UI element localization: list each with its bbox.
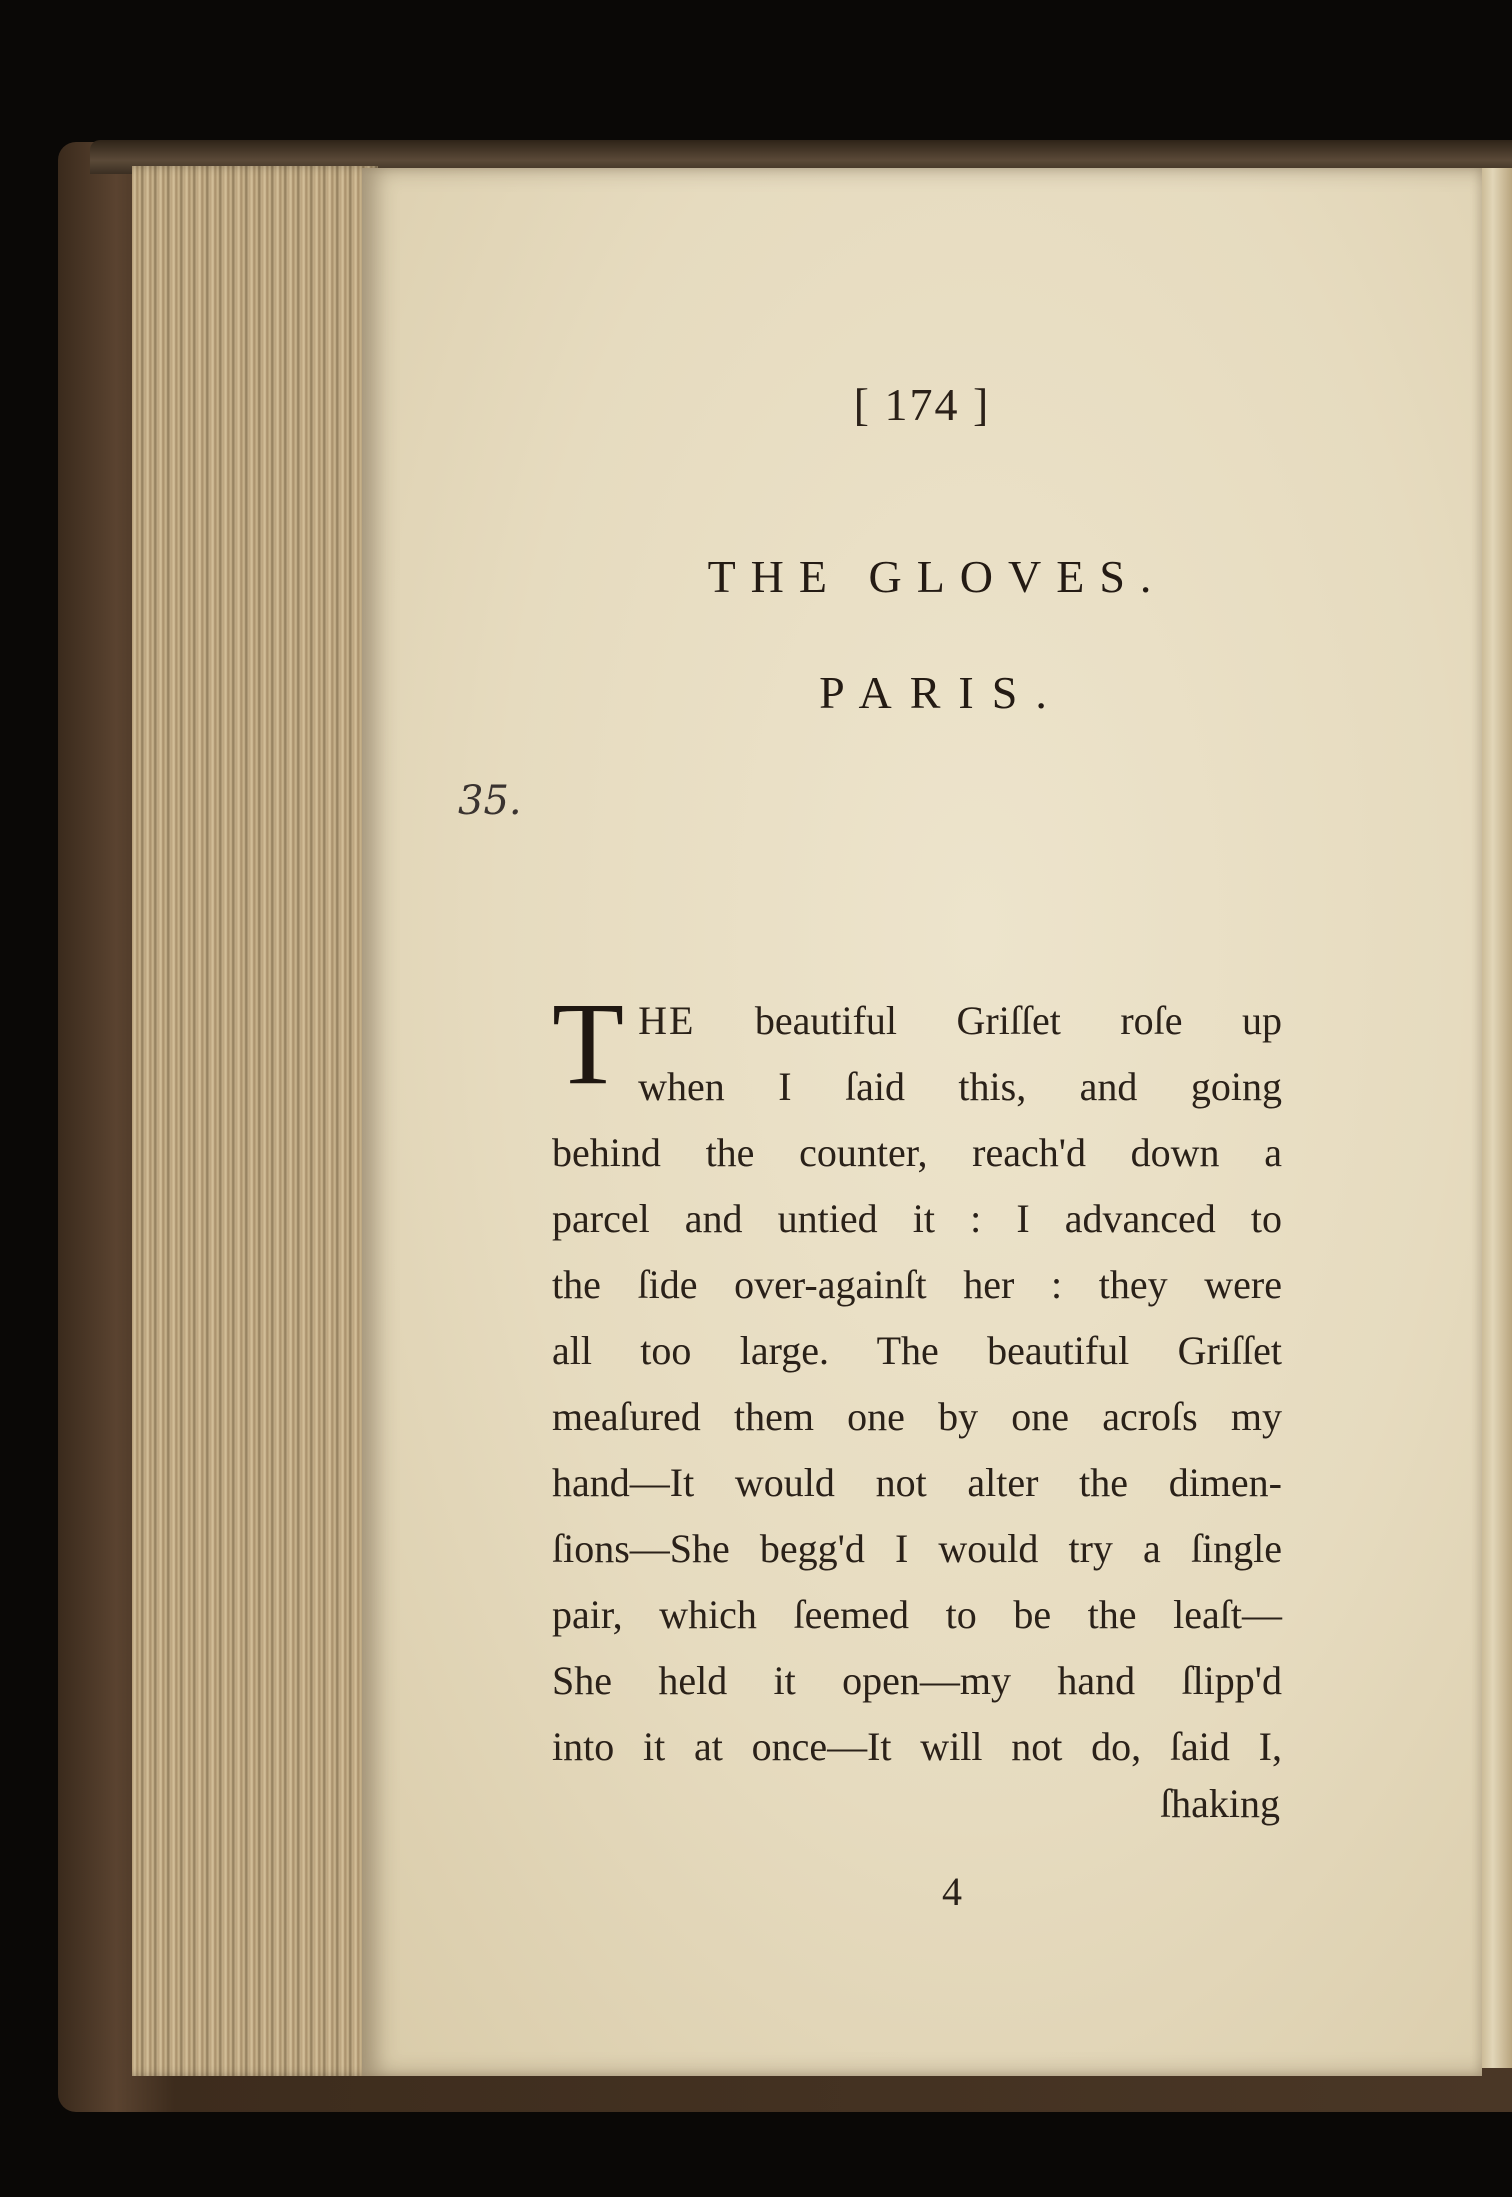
- text-line: parcel and untied it : I advanced to: [552, 1196, 1282, 1241]
- catchword: ſhaking: [1160, 1781, 1280, 1826]
- signature-mark: 4: [942, 1869, 962, 1914]
- text-line: all too large. The beautiful Griſſet: [552, 1328, 1282, 1373]
- book-page: [362, 168, 1482, 2076]
- drop-cap: T: [552, 978, 625, 1109]
- text-line: the ſide over-againſt her : they were: [552, 1262, 1282, 1307]
- text-line: when I ſaid this, and going: [638, 1064, 1282, 1109]
- first-word-rest: HE: [638, 998, 696, 1043]
- page-number: [ 174 ]: [853, 379, 991, 430]
- handwritten-marginal-note: 35.: [458, 778, 522, 824]
- text-line-content: beautiful Griſſet roſe up: [754, 998, 1282, 1043]
- text-line: into it at once—It will not do, ſaid I,: [552, 1724, 1282, 1769]
- text-line: [552, 988, 1282, 1054]
- text-line: ſions—She begg'd I would try a ſingle: [552, 1526, 1282, 1571]
- body-text: [552, 978, 1282, 1780]
- text-line: hand—It would not alter the dimen-: [552, 1460, 1282, 1505]
- chapter-subtitle: PARIS.: [819, 667, 1065, 718]
- text-line: behind the counter, reach'd down a: [552, 1130, 1282, 1175]
- text-line: pair, which ſeemed to be the leaſt—: [552, 1592, 1282, 1637]
- text-line: She held it open—my hand ſlipp'd: [552, 1658, 1282, 1703]
- chapter-title: THE GLOVES.: [707, 551, 1167, 602]
- facing-page-edge: [1480, 168, 1512, 2068]
- text-line: meaſured them one by one acroſs my: [552, 1394, 1282, 1439]
- page-block-edge: [132, 166, 378, 2076]
